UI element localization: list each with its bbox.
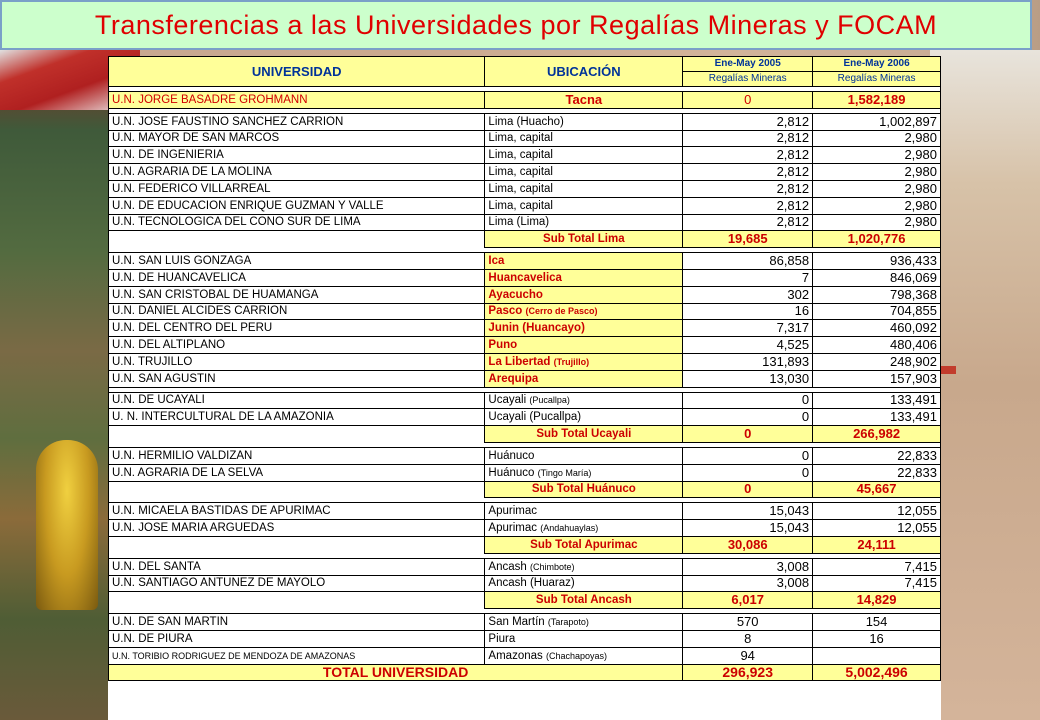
value-2006: 154 xyxy=(813,614,941,631)
value-2006: 1,582,189 xyxy=(813,92,941,109)
university-name: U.N. MICAELA BASTIDAS DE APURIMAC xyxy=(109,503,485,520)
table-row xyxy=(109,464,941,481)
gold-idol-image xyxy=(36,440,98,610)
table-row xyxy=(109,130,941,147)
total-2006: 5,002,496 xyxy=(813,664,941,681)
location: Piura xyxy=(485,630,683,647)
subtotal-label: Sub Total Huánuco xyxy=(485,481,683,498)
value-2006: 12,055 xyxy=(813,520,941,537)
university-name: U.N. DANIEL ALCIDES CARRION xyxy=(109,303,485,320)
table-row xyxy=(109,409,941,426)
value-2006: 22,833 xyxy=(813,447,941,464)
university-name: U.N. JOSE FAUSTINO SANCHEZ CARRION xyxy=(109,113,485,130)
location: Lima, capital xyxy=(485,164,683,181)
location: Pasco (Cerro de Pasco) xyxy=(485,303,683,320)
value-2005: 16 xyxy=(683,303,813,320)
table-row xyxy=(109,147,941,164)
transfer-table xyxy=(108,56,941,720)
value-2005: 94 xyxy=(683,647,813,664)
value-2005: 15,043 xyxy=(683,520,813,537)
university-name: U.N. DE HUANCAVELICA xyxy=(109,269,485,286)
subtotal-2006: 266,982 xyxy=(813,426,941,443)
subtotal-2005: 30,086 xyxy=(683,536,813,553)
table-row xyxy=(109,370,941,387)
university-name: U.N. DEL CENTRO DEL PERU xyxy=(109,320,485,337)
value-2005: 7,317 xyxy=(683,320,813,337)
subtotal-label: Sub Total Apurimac xyxy=(485,536,683,553)
value-2005: 13,030 xyxy=(683,370,813,387)
location: Ancash (Chimbote) xyxy=(485,558,683,575)
value-2005: 3,008 xyxy=(683,558,813,575)
location: Tacna xyxy=(485,92,683,109)
location: Lima (Huacho) xyxy=(485,113,683,130)
location: Lima (Lima) xyxy=(485,214,683,231)
value-2005: 0 xyxy=(683,409,813,426)
table-row xyxy=(109,269,941,286)
location: Ucayali (Pucallpa) xyxy=(485,409,683,426)
value-2006: 2,980 xyxy=(813,180,941,197)
university-name: U.N. JOSE MARIA ARGUEDAS xyxy=(109,520,485,537)
value-2005: 2,812 xyxy=(683,180,813,197)
subtotal-label: Sub Total Ancash xyxy=(485,592,683,609)
university-name: U.N. MAYOR DE SAN MARCOS xyxy=(109,130,485,147)
value-2006: 22,833 xyxy=(813,464,941,481)
subtotal-row-apurimac xyxy=(109,536,941,553)
value-2006: 936,433 xyxy=(813,253,941,270)
location: Ancash (Huaraz) xyxy=(485,575,683,592)
university-name: U.N. SANTIAGO ANTUNEZ DE MAYOLO xyxy=(109,575,485,592)
subtotal-2006: 24,111 xyxy=(813,536,941,553)
subtotal-2006: 1,020,776 xyxy=(813,231,941,248)
university-name: U.N. AGRARIA DE LA SELVA xyxy=(109,464,485,481)
value-2006: 2,980 xyxy=(813,214,941,231)
value-2006: 2,980 xyxy=(813,147,941,164)
location: Junin (Huancayo) xyxy=(485,320,683,337)
location: Ica xyxy=(485,253,683,270)
university-name: U.N. DEL ALTIPLANO xyxy=(109,337,485,354)
university-name: U.N. DE INGENIERIA xyxy=(109,147,485,164)
university-name: U.N. DEL SANTA xyxy=(109,558,485,575)
university-name: U.N. DE SAN MARTIN xyxy=(109,614,485,631)
value-2006: 460,092 xyxy=(813,320,941,337)
subtotal-label: Sub Total Ucayali xyxy=(485,426,683,443)
value-2006: 1,002,897 xyxy=(813,113,941,130)
university-name: U.N. JORGE BASADRE GROHMANN xyxy=(109,92,485,109)
university-name: U.N. FEDERICO VILLARREAL xyxy=(109,180,485,197)
university-name: U.N. DE PIURA xyxy=(109,630,485,647)
university-name: U.N. AGRARIA DE LA MOLINA xyxy=(109,164,485,181)
value-2005: 2,812 xyxy=(683,164,813,181)
table-row xyxy=(109,197,941,214)
value-2006: 2,980 xyxy=(813,164,941,181)
header-row xyxy=(109,57,941,72)
value-2006: 480,406 xyxy=(813,337,941,354)
background-right-photo xyxy=(930,50,1040,720)
value-2005: 2,812 xyxy=(683,197,813,214)
header-2005-sub: Regalías Mineras xyxy=(683,72,813,87)
total-2005: 296,923 xyxy=(683,664,813,681)
value-2006: 133,491 xyxy=(813,409,941,426)
location: Ayacucho xyxy=(485,286,683,303)
subtotal-2005: 19,685 xyxy=(683,231,813,248)
table-row-tacna xyxy=(109,92,941,109)
value-2006: 133,491 xyxy=(813,392,941,409)
table-row xyxy=(109,558,941,575)
value-2005: 0 xyxy=(683,447,813,464)
subtotal-2005: 0 xyxy=(683,426,813,443)
value-2005: 0 xyxy=(683,92,813,109)
value-2006: 846,069 xyxy=(813,269,941,286)
value-2005: 2,812 xyxy=(683,113,813,130)
university-name: U.N. TECNOLOGICA DEL CONO SUR DE LIMA xyxy=(109,214,485,231)
header-2005-period: Ene-May 2005 xyxy=(683,57,813,72)
table-row xyxy=(109,303,941,320)
table-row xyxy=(109,286,941,303)
subtotal-row-ucayali xyxy=(109,426,941,443)
location: Apurimac xyxy=(485,503,683,520)
value-2005: 7 xyxy=(683,269,813,286)
location: Apurimac (Andahuaylas) xyxy=(485,520,683,537)
value-2005: 3,008 xyxy=(683,575,813,592)
location: Huánuco (Tingo María) xyxy=(485,464,683,481)
value-2005: 2,812 xyxy=(683,130,813,147)
university-name: U.N. SAN AGUSTIN xyxy=(109,370,485,387)
value-2006: 704,855 xyxy=(813,303,941,320)
subtotal-2006: 14,829 xyxy=(813,592,941,609)
location: San Martín (Tarapoto) xyxy=(485,614,683,631)
table-row xyxy=(109,614,941,631)
value-2006 xyxy=(813,647,941,664)
value-2005: 131,893 xyxy=(683,353,813,370)
location: Amazonas (Chachapoyas) xyxy=(485,647,683,664)
table-row xyxy=(109,113,941,130)
location: Puno xyxy=(485,337,683,354)
header-2006-sub: Regalías Mineras xyxy=(813,72,941,87)
location: Lima, capital xyxy=(485,180,683,197)
university-name: U.N. DE EDUCACION ENRIQUE GUZMAN Y VALLE xyxy=(109,197,485,214)
table-row xyxy=(109,630,941,647)
table-row xyxy=(109,447,941,464)
location: Lima, capital xyxy=(485,130,683,147)
table-row xyxy=(109,164,941,181)
value-2005: 570 xyxy=(683,614,813,631)
value-2006: 7,415 xyxy=(813,575,941,592)
university-name: U.N. HERMILIO VALDIZAN xyxy=(109,447,485,464)
subtotal-label: Sub Total Lima xyxy=(485,231,683,248)
subtotal-row-lima xyxy=(109,231,941,248)
table-row xyxy=(109,520,941,537)
university-name: U.N. TORIBIO RODRIGUEZ DE MENDOZA DE AMAZONAS xyxy=(109,647,485,664)
location: Huánuco xyxy=(485,447,683,464)
university-name: U.N. SAN CRISTOBAL DE HUAMANGA xyxy=(109,286,485,303)
header-universidad: UNIVERSIDAD xyxy=(109,57,485,87)
subtotal-row-ancash xyxy=(109,592,941,609)
location: Arequipa xyxy=(485,370,683,387)
location: Lima, capital xyxy=(485,147,683,164)
value-2006: 12,055 xyxy=(813,503,941,520)
total-label: TOTAL UNIVERSIDAD xyxy=(109,664,683,681)
value-2006: 2,980 xyxy=(813,130,941,147)
table-row xyxy=(109,575,941,592)
location: Ucayali (Pucallpa) xyxy=(485,392,683,409)
value-2005: 2,812 xyxy=(683,214,813,231)
value-2005: 0 xyxy=(683,464,813,481)
table-row xyxy=(109,253,941,270)
background-left-photo xyxy=(0,50,112,720)
university-name: U.N. SAN LUIS GONZAGA xyxy=(109,253,485,270)
header-ubicacion: UBICACIÓN xyxy=(485,57,683,87)
location: Lima, capital xyxy=(485,197,683,214)
table-row xyxy=(109,647,941,664)
value-2005: 302 xyxy=(683,286,813,303)
location: Huancavelica xyxy=(485,269,683,286)
university-name: U.N. DE UCAYALI xyxy=(109,392,485,409)
subtotal-2006: 45,667 xyxy=(813,481,941,498)
header-2006-period: Ene-May 2006 xyxy=(813,57,941,72)
subtotal-row-huanuco xyxy=(109,481,941,498)
table-row xyxy=(109,353,941,370)
table-row xyxy=(109,214,941,231)
value-2006: 16 xyxy=(813,630,941,647)
value-2005: 0 xyxy=(683,392,813,409)
value-2005: 4,525 xyxy=(683,337,813,354)
table-row xyxy=(109,337,941,354)
value-2006: 798,368 xyxy=(813,286,941,303)
value-2006: 2,980 xyxy=(813,197,941,214)
title-bar xyxy=(0,0,1032,50)
page-title: Transferencias a las Universidades por Regalías Mineras y FOCAM xyxy=(94,9,938,40)
value-2005: 86,858 xyxy=(683,253,813,270)
value-2006: 7,415 xyxy=(813,558,941,575)
location: La Libertad (Trujillo) xyxy=(485,353,683,370)
university-name: U.N. TRUJILLO xyxy=(109,353,485,370)
value-2006: 157,903 xyxy=(813,370,941,387)
table-row xyxy=(109,320,941,337)
value-2005: 2,812 xyxy=(683,147,813,164)
table-row xyxy=(109,392,941,409)
table-row xyxy=(109,180,941,197)
subtotal-2005: 6,017 xyxy=(683,592,813,609)
value-2005: 8 xyxy=(683,630,813,647)
subtotal-2005: 0 xyxy=(683,481,813,498)
total-row xyxy=(109,664,941,681)
table-row xyxy=(109,503,941,520)
value-2005: 15,043 xyxy=(683,503,813,520)
university-name: U. N. INTERCULTURAL DE LA AMAZONIA xyxy=(109,409,485,426)
value-2006: 248,902 xyxy=(813,353,941,370)
